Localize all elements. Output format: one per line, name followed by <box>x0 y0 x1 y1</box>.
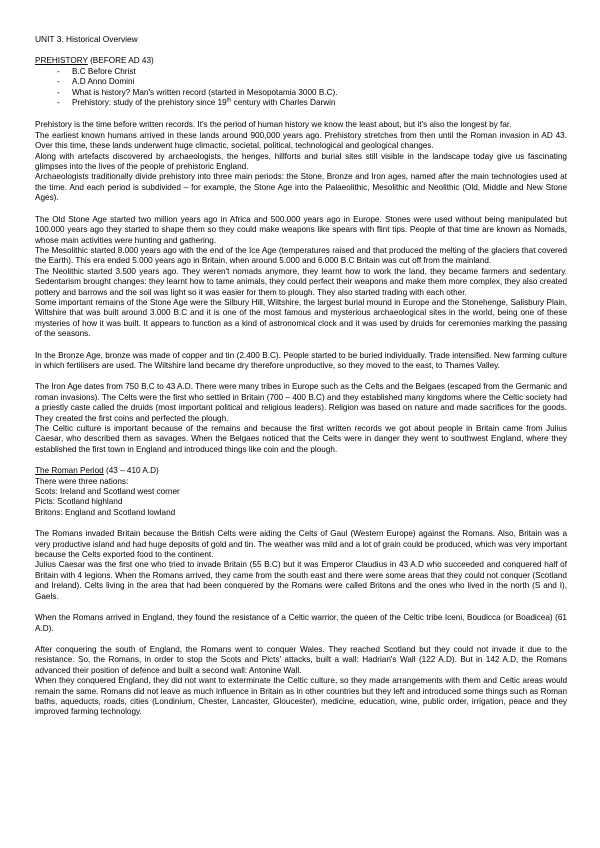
prehistory-bullet-list <box>35 67 567 109</box>
list-item: - B.C Before Christ <box>57 67 567 77</box>
paragraph: The Celtic culture is important because of the remains and because the first written records we got about people in Britain came from Julius Caesar, who described them as savages. When the Belgaes noticed that the Celts were in danger they went to southwest England, where they established the first town in England and introduced things like coin and the plough. <box>35 424 567 454</box>
roman-heading <box>35 466 567 476</box>
paragraph: The Mesolithic started 8.000 years ago with the end of the Ice Age (temperatures raised and that produced the melting of the glaciers that covered the Earth). This era ended 5.000 years ago in Britain, when around 5.000 and 6.000 B.C Britain was cut off from the mainland. <box>35 245 567 266</box>
prehistory-heading <box>35 56 567 66</box>
paragraph: The Iron Age dates from 750 B.C to 43 A.D. There were many tribes in Europe such as the Celts and the Belgaes (escaped from the Germanic and roman invasions). The Celts were the first who settled in Britain (700 – 400 B.C) and they established many kingdoms where the Celtic society had a priestly caste called the druids (most important political and religious leaders). Religion was based on nature and made sacrifices for the goods. They created the first coins and perfected the plough. <box>35 382 567 423</box>
paragraph: The Neolithic started 3.500 years ago. They weren't nomads anymore, they learnt how to work the land, they became farmers and sedentary. Sedentarism brought changes: they learnt how to tame animals, they could perfect their weapons and make them more complex, they also created pottery and barrows and the soil was light so it was easier for them to plough. They also started trading with each other. <box>35 266 567 297</box>
prehistory-heading-dates: (BEFORE AD 43) <box>87 56 154 66</box>
paragraph: The earliest known humans arrived in these lands around 900,000 years ago. Prehistory stretches from then until the Roman invasion in AD 43. Over this time, these lands underwent huge climactic, societal, political, technological and geological changes. <box>35 130 567 151</box>
paragraph: Some important remains of the Stone Age were the Silbury Hill, Wiltshire, the largest burial mound in Europe and the Stonehenge, Salisbury Plain, Wiltshire that was built around 3.000 B.C and it is one of the most famous and mysterious archaeological sites in the world, being one of these mysteries of how it was built. It appears to function as a kind of astronomical clock and it was used by druids for ceremonies marking the passing of the seasons. <box>35 297 567 339</box>
paragraph: Along with artefacts discovered by archaeologists, the henges, hillforts and burial sites still visible in the landscape today give us fascinating glimpses into the lives of the people of prehistoric England. <box>35 151 567 172</box>
roman-heading-dates: (43 – 410 A.D) <box>103 466 159 476</box>
paragraph: When they conquered England, they did not want to exterminate the Celtic culture, so they made arrangements with them and Celtic areas would remain the same. Romans did not leave as much influence in Britain as in other countries but they left and introduced some things such as Roman baths, aqueducts, roads, cities (Londinium, Chester, Lancaster, Gloucester), medicine, education, wine, public order, irrigation, peace and they improved farming technology. <box>35 676 567 717</box>
list-item <box>57 98 567 108</box>
prehistory-heading-label: PREHISTORY <box>35 56 88 66</box>
paragraph: After conquering the south of England, the Romans went to conquer Wales. They reached Scotland but they could not invade it due to the resistance. So, the Romans, in order to stop the Scots and Picts' attacks, built a wall: Hadrian's Wall (122 A.D). But in 142 A.D, the Romans advanced their position of defence and built a second wall: Antonine Wall. <box>35 644 567 675</box>
list-item: - A.D Anno Domini <box>57 77 567 87</box>
paragraph: The Old Stone Age started two million years ago in Africa and 500.000 years ago in Europe. Stones were used without being manipulated but 100.000 years ago they started to shape them so they could make weapons like spears with flint tips. People of that time are known as Nomads, whose main activities were hunting and gathering. <box>35 214 567 245</box>
list-item: There were three nations: <box>35 476 129 486</box>
list-item: Scots: Ireland and Scotland west corner <box>35 487 180 497</box>
nations-list <box>35 477 567 519</box>
paragraph: In the Bronze Age, bronze was made of copper and tin (2.400 B.C). People started to be buried individually. Trade intensified. New farming culture in which fertilisers are used. The Wiltshire land became dry therefore unproductive, so they moved to the east, to Thames Valley. <box>35 350 567 370</box>
document-page <box>35 34 567 718</box>
list-item-text: Prehistory: study of the prehistory since 19 <box>72 98 227 108</box>
list-item: - What is history? Man's written record (started in Mesopotamia 3000 B.C). <box>57 88 567 98</box>
superscript: th <box>226 97 232 104</box>
list-item: Picts: Scotland highland <box>35 497 123 507</box>
paragraph: Julius Caesar was the first one who tried to invade Britain (55 B.C) but it was Emperor Claudius in 43 A.D who succeeded and conquered half of Britain with 4 legions. When the Romans arrived, they came from the south east and there were some areas that they could not conquer (Scotland and Ireland). Celts living in the area that had been conquered by the Romans were called Britons and the ones who lived in the north (S and I), Gaels. <box>35 560 567 601</box>
roman-heading-label: The Roman Period <box>35 466 104 476</box>
paragraph: The Romans invaded Britain because the British Celts were aiding the Celts of Gaul (Western Europe) against the Romans. Also, Britain was a very productive island and had huge deposits of gold and tin. The weather was mild and a lot of grain could be produced, which was very important because the Celts exported food to the continent. <box>35 529 567 560</box>
paragraph: Archaeologists traditionally divide prehistory into three main periods: the Stone, Bronze and Iron ages, named after the main technologies used at the time. And each period is subdivided – for example, the Stone Age into the Palaeolithic, Mesolithic and Neolithic (Old, Middle and New Stone Ages). <box>35 172 567 203</box>
list-item-text: century with Charles Darwin <box>231 98 336 108</box>
paragraph: Prehistory is the time before written records. It's the period of human history we know the least about, but it's also the longest by far. <box>35 120 512 130</box>
paragraph: When the Romans arrived in England, they found the resistance of a Celtic warrior, the queen of the Celtic tribe Iceni, Boudicca (or Boadicea) (61 A.D). <box>35 613 567 633</box>
list-item: Britons: England and Scotland lowland <box>35 507 176 517</box>
page-title: UNIT 3. Historical Overview <box>35 34 138 44</box>
